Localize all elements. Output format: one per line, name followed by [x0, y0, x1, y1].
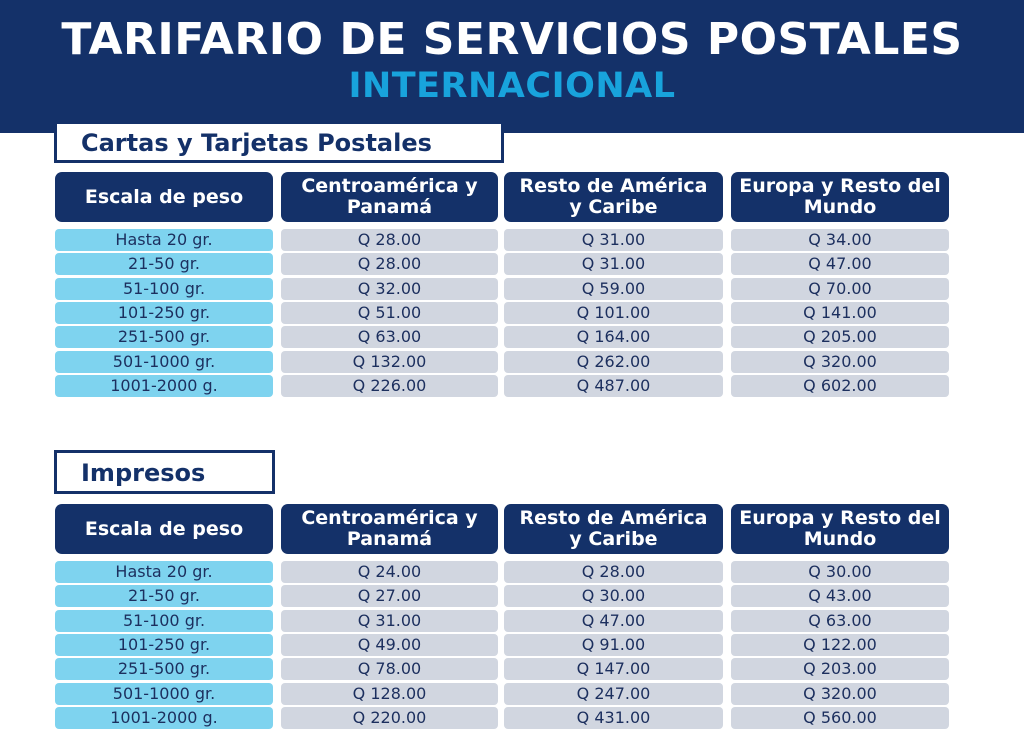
price-cell: Q 487.00: [504, 375, 723, 397]
price-cell: Q 132.00: [281, 351, 498, 373]
price-cell: Q 63.00: [281, 326, 498, 348]
price-cell: Q 34.00: [731, 229, 949, 251]
price-cell: Q 262.00: [504, 351, 723, 373]
price-cell: Q 28.00: [281, 253, 498, 275]
price-cell: Q 32.00: [281, 278, 498, 300]
column-header: Escala de peso: [55, 504, 273, 554]
price-cell: Q 122.00: [731, 634, 949, 656]
price-cell: Q 203.00: [731, 658, 949, 680]
page-title: TARIFARIO DE SERVICIOS POSTALES: [61, 14, 963, 65]
price-cell: Q 560.00: [731, 707, 949, 729]
section-title-cartas: Cartas y Tarjetas Postales: [54, 121, 504, 163]
header-banner: [0, 0, 1024, 133]
weight-cell: 101-250 gr.: [55, 302, 273, 324]
price-cell: Q 43.00: [731, 585, 949, 607]
price-cell: Q 24.00: [281, 561, 498, 583]
price-cell: Q 30.00: [731, 561, 949, 583]
price-cell: Q 320.00: [731, 351, 949, 373]
price-cell: Q 141.00: [731, 302, 949, 324]
weight-cell: 21-50 gr.: [55, 253, 273, 275]
price-cell: Q 101.00: [504, 302, 723, 324]
column-header: Resto de América y Caribe: [504, 504, 723, 554]
price-cell: Q 220.00: [281, 707, 498, 729]
weight-cell: 101-250 gr.: [55, 634, 273, 656]
weight-cell: 1001-2000 g.: [55, 707, 273, 729]
column-header: Escala de peso: [55, 172, 273, 222]
price-cell: Q 59.00: [504, 278, 723, 300]
price-cell: Q 30.00: [504, 585, 723, 607]
weight-cell: 51-100 gr.: [55, 278, 273, 300]
price-cell: Q 31.00: [504, 253, 723, 275]
weight-cell: 51-100 gr.: [55, 610, 273, 632]
price-cell: Q 49.00: [281, 634, 498, 656]
weight-cell: 21-50 gr.: [55, 585, 273, 607]
price-cell: Q 47.00: [504, 610, 723, 632]
price-cell: Q 47.00: [731, 253, 949, 275]
column-header: Europa y Resto del Mundo: [731, 504, 949, 554]
weight-cell: 1001-2000 g.: [55, 375, 273, 397]
page-subtitle: INTERNACIONAL: [348, 66, 676, 106]
price-cell: Q 78.00: [281, 658, 498, 680]
price-cell: Q 602.00: [731, 375, 949, 397]
weight-cell: Hasta 20 gr.: [55, 561, 273, 583]
price-cell: Q 128.00: [281, 683, 498, 705]
price-cell: Q 320.00: [731, 683, 949, 705]
section-title-impresos: Impresos: [54, 450, 275, 494]
weight-cell: 251-500 gr.: [55, 658, 273, 680]
price-cell: Q 28.00: [504, 561, 723, 583]
price-cell: Q 164.00: [504, 326, 723, 348]
price-cell: Q 63.00: [731, 610, 949, 632]
weight-cell: 501-1000 gr.: [55, 351, 273, 373]
column-header: Centroamérica y Panamá: [281, 172, 498, 222]
price-cell: Q 51.00: [281, 302, 498, 324]
price-cell: Q 205.00: [731, 326, 949, 348]
weight-cell: 251-500 gr.: [55, 326, 273, 348]
price-cell: Q 27.00: [281, 585, 498, 607]
price-cell: Q 431.00: [504, 707, 723, 729]
price-cell: Q 28.00: [281, 229, 498, 251]
price-cell: Q 91.00: [504, 634, 723, 656]
price-cell: Q 147.00: [504, 658, 723, 680]
column-header: Centroamérica y Panamá: [281, 504, 498, 554]
price-cell: Q 31.00: [281, 610, 498, 632]
price-cell: Q 31.00: [504, 229, 723, 251]
column-header: Resto de América y Caribe: [504, 172, 723, 222]
price-cell: Q 247.00: [504, 683, 723, 705]
weight-cell: Hasta 20 gr.: [55, 229, 273, 251]
price-cell: Q 226.00: [281, 375, 498, 397]
price-cell: Q 70.00: [731, 278, 949, 300]
column-header: Europa y Resto del Mundo: [731, 172, 949, 222]
weight-cell: 501-1000 gr.: [55, 683, 273, 705]
